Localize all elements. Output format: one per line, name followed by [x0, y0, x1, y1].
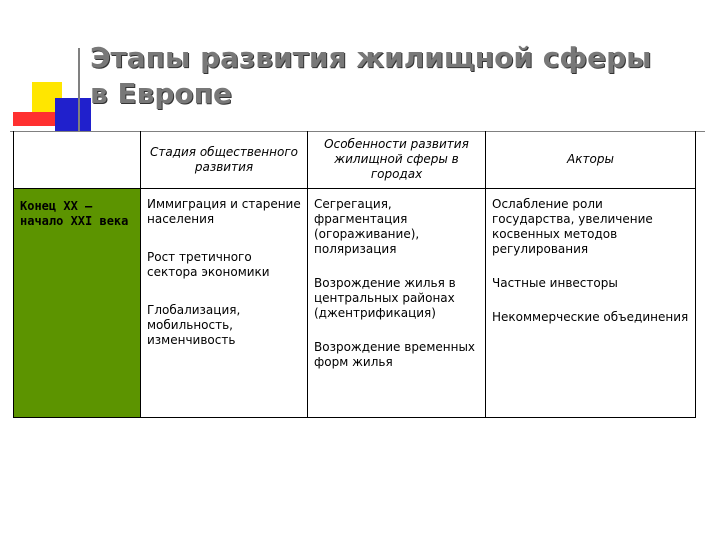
actor-item: Частные инвесторы	[492, 276, 618, 290]
slide-title-line-1: Этапы развития жилищной сферы	[90, 41, 652, 74]
stage-item: Рост третичного сектора экономики	[147, 250, 270, 279]
table-row	[14, 189, 696, 418]
decor-blue-square	[55, 98, 91, 132]
feature-item: Сегрегация, фрагментация (огораживание), поляризация	[314, 197, 420, 256]
feature-item: Возрождение жилья в центральных районах (джентрификация)	[314, 276, 456, 320]
period-cell: Конец XX – начало XXI века	[14, 189, 141, 418]
actor-item: Ослабление роли государства, увеличение косвенных методов регулирования	[492, 197, 653, 256]
header-actors: Акторы	[486, 131, 696, 189]
header-stage: Стадия общественного развития	[141, 131, 308, 189]
stages-cell	[141, 189, 308, 418]
actors-cell	[486, 189, 696, 418]
stage-item: Глобализация, мобильность, изменчивость	[147, 303, 241, 347]
table-header-row	[14, 131, 696, 189]
actor-item: Некоммерческие объединения	[492, 310, 689, 324]
header-features: Особенности развития жилищной сферы в городах	[308, 131, 486, 189]
decor-vertical-line	[78, 48, 80, 132]
stages-table	[13, 131, 696, 418]
slide-title-line-2: в Европе	[90, 77, 232, 110]
decor-red-bar	[13, 112, 60, 126]
features-cell	[308, 189, 486, 418]
header-empty	[14, 131, 141, 189]
stage-item: Иммиграция и старение населения	[147, 197, 301, 226]
feature-item: Возрождение временных форм жилья	[314, 340, 476, 369]
slide-title	[90, 40, 710, 112]
